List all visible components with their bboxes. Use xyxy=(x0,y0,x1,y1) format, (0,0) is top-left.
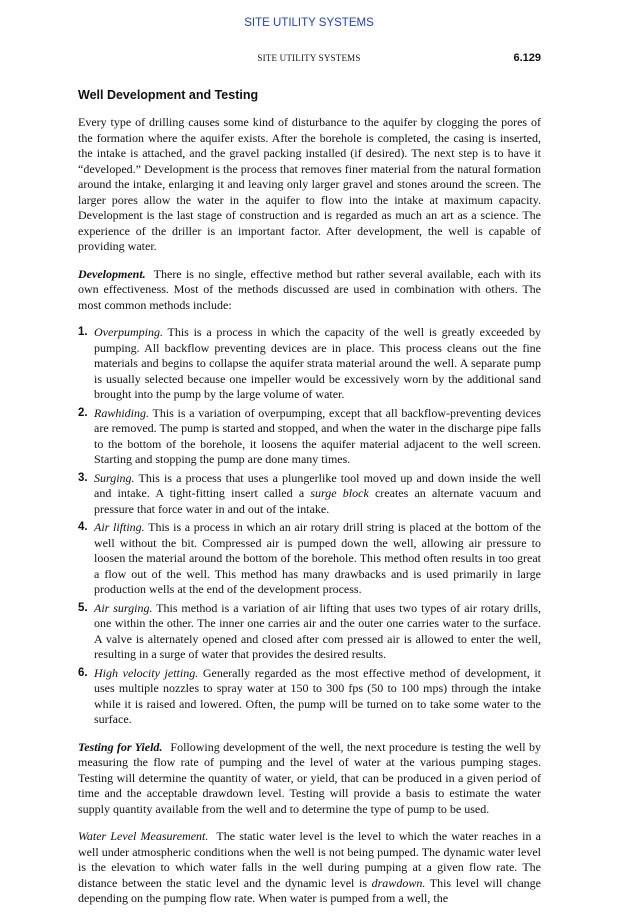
method-term: Rawhiding. xyxy=(94,405,150,420)
list-item xyxy=(78,520,541,598)
method-text: This is a process that uses a plungerlike tool moved up and down inside the well and intake. A tight-fitting insert called a xyxy=(94,470,541,500)
list-item xyxy=(78,406,541,468)
page-number: 6.129 xyxy=(513,52,541,64)
method-text: This is a variation of overpumping, except that all backflow-preventing devices are removed. The pump is started and stopped, and when the water in the discharge pipe falls to the bottom of the borehole, it loosens the aquifer material adjacent to the well screen. Starting and stopping the pump are done many times. xyxy=(94,405,541,466)
method-term: Air surging. xyxy=(94,600,153,615)
development-paragraph xyxy=(78,267,541,314)
method-term: Surging. xyxy=(94,470,135,485)
method-term: High velocity jetting. xyxy=(94,665,199,680)
list-item xyxy=(78,666,541,728)
method-term: Air lifting. xyxy=(94,520,145,534)
list-number: 2. xyxy=(78,406,88,419)
testing-text: Following development of the well, the next procedure is testing the well by measuring the flow rate of pumping and the level of water at the various pumping stages. Testing will determine the quantity of water, or yield, that can be produced in a given period of time and the acceptable drawdown level. Testing will provide a basis to estimate the water supply quantity available from the well and to determine the type of pump to be used. xyxy=(78,739,541,816)
method-text: This is a process in which the capacity of the well is greatly exceeded by pumping. All backflow preventing devices are in place. This process cleans out the fine materials and begins to collapse the aquifer strata material around the well. A separate pump is usually selected because one impeller would be excessively worn by the additional sand brought into the pump by the large volume of water. xyxy=(94,325,541,401)
list-number: 4. xyxy=(78,521,88,533)
intro-paragraph: Every type of drilling causes some kind of disturbance to the aquifer by clogging the pores of the formation where the aquifer exists. After the borehole is completed, the casing is inserted, the intake is attached, and the gravel packing installed (if desired). The next step is to have it “developed.” Development is the process that removes finer material from the natural formation around the intake, enlarging it and leaving only larger gravel and stones around the screen. The larger pores allow the water in the aquifer to flow into the intake at maximum capacity. Development is the last stage of construction and is regarded as much an art as a science. The experience of the driller is an important factor. After development, the well is capable of providing water. xyxy=(78,115,541,253)
method-emphasis: surge block xyxy=(310,486,369,500)
body-content xyxy=(78,87,541,919)
method-text: creates an alternate vacuum and pressure that force water in and out of the intake. xyxy=(94,486,542,516)
list-number: 6. xyxy=(78,666,88,679)
list-number: 1. xyxy=(78,326,88,338)
drawdown-term: drawdown. xyxy=(371,875,426,890)
methods-list xyxy=(78,325,541,728)
water-level-text: The static water level is the level to which the water reaches in a well under atmospheric conditions when the well is not being pumped. The dynamic water level is the elevation to which water falls in the well during pumping at a given flow rate. The distance between the static level and the dynamic level is xyxy=(78,829,541,890)
development-text: There is no single, effective method but rather several available, each with its own effectiveness. Most of the methods discussed are used in combination with others. The most common methods include: xyxy=(78,266,541,312)
method-text: Generally regarded as the most effective method of development, it uses multiple nozzles to spray water at 150 to 300 fps (50 to 100 mps) through the intake while it is raised and lowered. Often, the pump will be turned on to take some water to the surface. xyxy=(94,665,542,726)
header-banner: SITE UTILITY SYSTEMS xyxy=(244,17,374,29)
running-head xyxy=(0,53,618,67)
running-head-title: SITE UTILITY SYSTEMS xyxy=(257,53,361,63)
development-label: Development. xyxy=(78,266,146,281)
testing-paragraph xyxy=(78,740,541,818)
water-level-text-end: This level will change depending on the pumping flow rate. When water is pumped from a well, the xyxy=(78,875,541,905)
method-term: Overpumping. xyxy=(94,325,163,339)
method-text: This is a process in which an air rotary drill string is placed at the bottom of the well without the bit. Compressed air is pumped down the well, allowing air pressure to loosen the material around the bottom of the borehole. This method often results in too great a flow out of the well. This method has many drawbacks and is used primarily in large production wells at the end of the development process. xyxy=(94,520,541,596)
list-item xyxy=(78,471,541,518)
method-text: This method is a variation of air lifting that uses two types of air rotary drills, one within the other. The inner one carries air and the outer one carries water to the surface. A valve is alternately opened and closed after com pressed air is allowed to enter the well, resulting in a surge of water that provides the desired results. xyxy=(94,600,541,661)
list-item xyxy=(78,325,541,403)
water-level-label: Water Level Measurement. xyxy=(78,829,209,843)
water-level-paragraph xyxy=(78,829,541,907)
list-number: 3. xyxy=(78,471,88,484)
list-item xyxy=(78,601,541,663)
testing-label: Testing for Yield. xyxy=(78,739,163,754)
list-number: 5. xyxy=(78,601,88,614)
section-heading: Well Development and Testing xyxy=(78,88,259,102)
